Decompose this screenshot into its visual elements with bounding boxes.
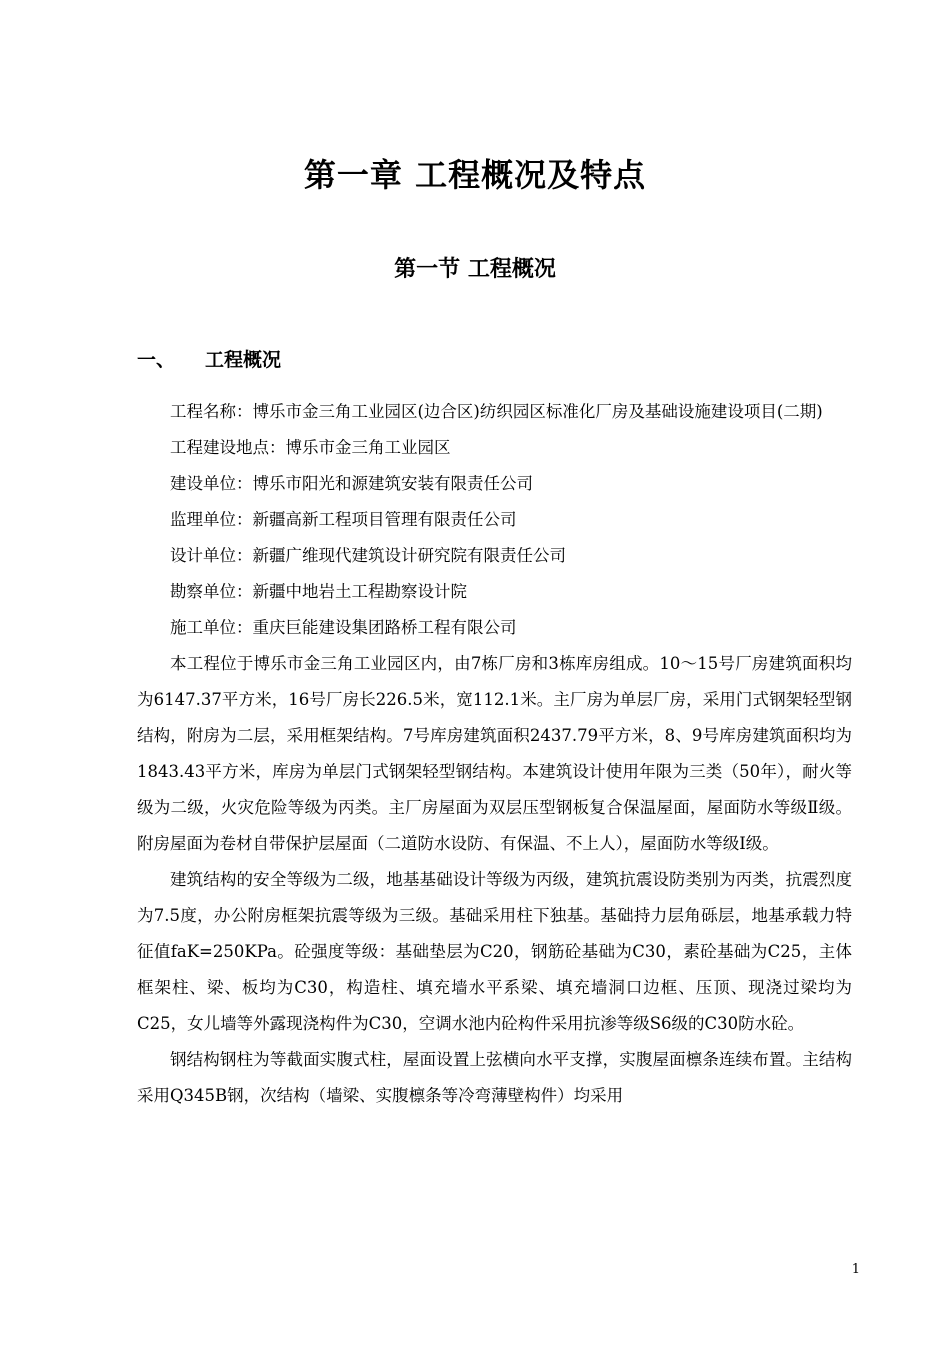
structure-paragraph: 建筑结构的安全等级为二级，地基基础设计等级为丙级，建筑抗震设防类别为丙类，抗震烈度为7.5度，办公附房框架抗震等级为三级。基础采用柱下独基。基础持力层角砾层，地基承载力特征值faK=250KPa。砼强度等级：基础垫层为C20，钢筋砼基础为C30，素砼基础为C25，主体框架柱、梁、板均为C30，构造柱、填充墙水平系梁、填充墙洞口边框、压顶、现浇过梁均为C25，女儿墙等外露现浇构件为C30，空调水池内砼构件采用抗渗等级S6级的C30防水砼。 bbox=[137, 870, 852, 1033]
subsection-title: 工程概况 bbox=[205, 349, 282, 371]
chapter-title: 第一章 工程概况及特点 bbox=[303, 156, 647, 194]
building-overview-paragraph: 本工程位于博乐市金三角工业园区内，由7栋厂房和3栋库房组成。10～15号厂房建筑面积均为6147.37平方米，16号厂房长226.5米，宽112.1米。主厂房为单层厂房，采用门式钢架轻型钢结构，附房为二层，采用框架结构。7号库房建筑面积2437.79平方米，8、9号库房建筑面积均为1843.43平方米，库房为单层门式钢架轻型钢结构。本建筑设计使用年限为三类（50年），耐火等级为二级，火灾危险等级为丙类。主厂房屋面为双层压型钢板复合保温屋面，屋面防水等级Ⅱ级。附房屋面为卷材自带保护层屋面（二道防水设防、有保温、不上人），屋面防水等级Ⅰ级。 bbox=[137, 654, 852, 853]
steel-structure-paragraph: 钢结构钢柱为等截面实腹式柱，屋面设置上弦横向水平支撑，实腹屋面檩条连续布置。主结构采用Q345B钢，次结构（墙梁、实腹檩条等冷弯薄壁构件）均采用 bbox=[137, 1050, 852, 1105]
subsection-heading bbox=[137, 345, 281, 372]
project-name-paragraph: 工程名称：博乐市金三角工业园区(边合区)纺织园区标准化厂房及基础设施建设项目(二期) bbox=[170, 402, 823, 421]
subsection-number: 一、 bbox=[137, 349, 176, 371]
section-title: 第一节 工程概况 bbox=[394, 257, 556, 282]
designer-paragraph: 设计单位：新疆广维现代建筑设计研究院有限责任公司 bbox=[170, 546, 566, 565]
supervisor-paragraph: 监理单位：新疆高新工程项目管理有限责任公司 bbox=[170, 510, 517, 529]
surveyor-paragraph: 勘察单位：新疆中地岩土工程勘察设计院 bbox=[170, 582, 467, 601]
project-location-paragraph: 工程建设地点：博乐市金三角工业园区 bbox=[170, 438, 451, 457]
body-text bbox=[137, 394, 852, 1114]
contractor-paragraph: 施工单位：重庆巨能建设集团路桥工程有限公司 bbox=[170, 618, 517, 637]
page-number: 1 bbox=[851, 1262, 860, 1277]
owner-paragraph: 建设单位：博乐市阳光和源建筑安装有限责任公司 bbox=[170, 474, 533, 493]
